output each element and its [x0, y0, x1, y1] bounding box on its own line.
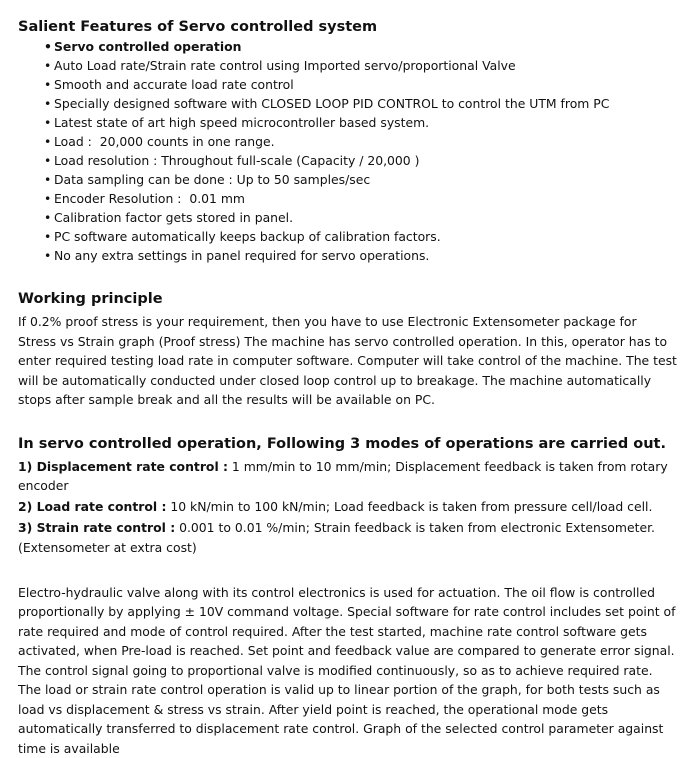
- document-content: [18, 18, 678, 758]
- feature-text: Specially designed software with CLOSED LOOP PID CONTROL to control the UTM from PC: [54, 96, 609, 111]
- bullet-icon: •: [44, 113, 54, 132]
- bullet-icon: •: [44, 132, 54, 151]
- feature-text: Latest state of art high speed microcontroller based system.: [54, 115, 429, 130]
- modes-heading: In servo controlled operation, Following 3 modes of operations are carried out.: [18, 435, 678, 454]
- bullet-icon: •: [44, 227, 54, 246]
- bullet-icon: •: [44, 56, 54, 75]
- mode-text: 0.001 to 0.01 %/min; Strain feedback is taken from electronic Extensometer. (Extensometer at extra cost): [18, 520, 655, 555]
- feature-item: [44, 56, 678, 75]
- bullet-icon: •: [44, 94, 54, 113]
- mode-label: 2) Load rate control :: [18, 499, 166, 514]
- feature-item: [44, 94, 678, 113]
- modes-section: [18, 435, 678, 558]
- feature-text: PC software automatically keeps backup of calibration factors.: [54, 229, 441, 244]
- mode-label: 3) Strain rate control :: [18, 520, 175, 535]
- bullet-icon: •: [44, 170, 54, 189]
- bullet-icon: •: [44, 246, 54, 265]
- feature-text: No any extra settings in panel required for servo operations.: [54, 248, 429, 263]
- features-section: [18, 18, 678, 265]
- electro-hydraulic-body: Electro-hydraulic valve along with its control electronics is used for actuation. The oil flow is controlled proportionally by applying ± 10V command voltage. Special software for rate control includes set point of rate required and mode of control required. After the test started, machine rate control software gets activated, when Pre-load is reached. Set point and feedback value are compared to generate error signal. The control signal going to proportional valve is modified continuously, so as to achieve required rate. The load or strain rate control operation is valid up to linear portion of the graph, for both tests such as load vs displacement & stress vs strain. After yield point is reached, the operational mode gets automatically transferred to displacement rate control. Graph of the selected control parameter against time is available: [18, 583, 678, 758]
- feature-text: Data sampling can be done : Up to 50 samples/sec: [54, 172, 370, 187]
- feature-item: [44, 189, 678, 208]
- bullet-icon: •: [44, 208, 54, 227]
- feature-item: [44, 227, 678, 246]
- bullet-icon: •: [44, 37, 54, 56]
- feature-text: Servo controlled operation: [54, 39, 241, 54]
- feature-text: Auto Load rate/Strain rate control using Imported servo/proportional Valve: [54, 58, 516, 73]
- feature-text: Encoder Resolution : 0.01 mm: [54, 191, 245, 206]
- working-principle-body: If 0.2% proof stress is your requirement, then you have to use Electronic Extensometer package for Stress vs Strain graph (Proof stress) The machine has servo controlled operation. In this, operator has to enter required testing load rate in computer software. Computer will take control of the machine. The test will be automatically conducted under closed loop control up to breakage. The machine automatically stops after sample break and all the results will be available on PC.: [18, 312, 678, 410]
- mode-text: 10 kN/min to 100 kN/min; Load feedback is taken from pressure cell/load cell.: [166, 499, 652, 514]
- feature-item: [44, 113, 678, 132]
- feature-item: [44, 132, 678, 151]
- feature-text: Load : 20,000 counts in one range.: [54, 134, 275, 149]
- working-principle-heading: Working principle: [18, 290, 678, 309]
- features-list: [18, 37, 678, 265]
- feature-item: [44, 75, 678, 94]
- feature-text: Smooth and accurate load rate control: [54, 77, 294, 92]
- bullet-icon: •: [44, 75, 54, 94]
- bullet-icon: •: [44, 151, 54, 170]
- feature-item: [44, 246, 678, 265]
- feature-item: [44, 208, 678, 227]
- feature-item: [44, 37, 678, 56]
- bullet-icon: •: [44, 189, 54, 208]
- working-principle-section: [18, 290, 678, 410]
- electro-hydraulic-section: [18, 583, 678, 758]
- feature-item: [44, 170, 678, 189]
- mode-text: 1 mm/min to 10 mm/min; Displacement feedback is taken from rotary encoder: [18, 459, 668, 494]
- mode-label: 1) Displacement rate control :: [18, 459, 228, 474]
- feature-item: [44, 151, 678, 170]
- features-heading: Salient Features of Servo controlled system: [18, 18, 678, 37]
- mode-item-strain: [18, 518, 678, 557]
- feature-text: Load resolution : Throughout full-scale (Capacity / 20,000 ): [54, 153, 419, 168]
- feature-text: Calibration factor gets stored in panel.: [54, 210, 293, 225]
- mode-item-load: [18, 497, 678, 517]
- mode-item-displacement: [18, 457, 678, 496]
